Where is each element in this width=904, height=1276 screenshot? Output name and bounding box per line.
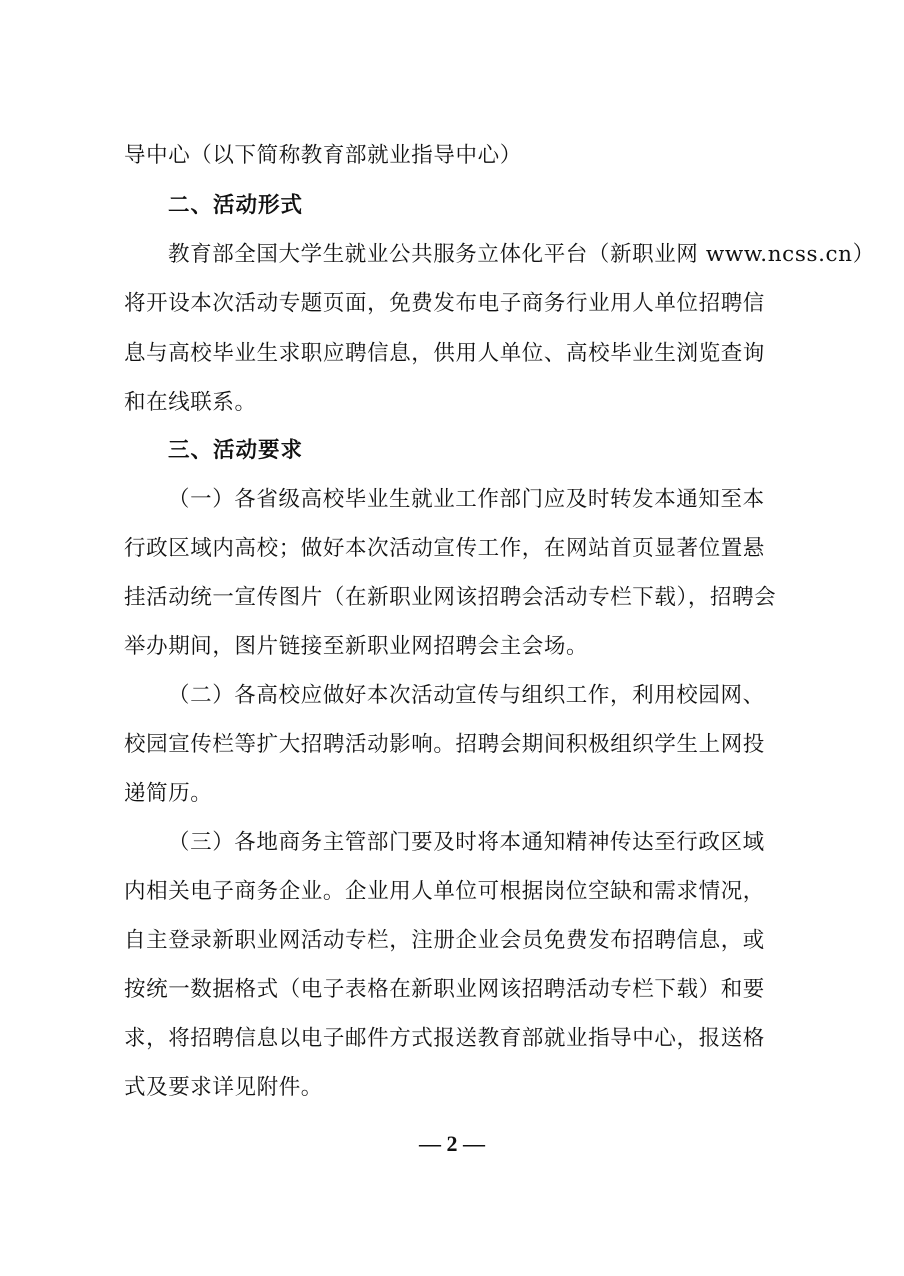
text-line: （二）各高校应做好本次活动宣传与组织工作，利用校园网、 <box>168 683 765 708</box>
text-line: 内相关电子商务企业。企业用人单位可根据岗位空缺和需求情况， <box>124 879 765 904</box>
text-line: 导中心（以下简称教育部就业指导中心） <box>124 143 522 168</box>
text-line: 递简历。 <box>124 781 213 806</box>
text-line: 按统一数据格式（电子表格在新职业网该招聘活动专栏下载）和要 <box>124 977 765 1002</box>
text-line: 挂活动统一宣传图片（在新职业网该招聘会活动专栏下载），招聘会 <box>124 585 777 610</box>
text-line: 行政区域内高校；做好本次活动宣传工作，在网站首页显著位置悬 <box>124 536 765 561</box>
section-heading-activity-requirements: 三、活动要求 <box>168 438 304 463</box>
text-line: 将开设本次活动专题页面，免费发布电子商务行业用人单位招聘信 <box>124 291 765 316</box>
text-line: 和在线联系。 <box>124 390 257 415</box>
text-line: 举办期间，图片链接至新职业网招聘会主会场。 <box>124 634 589 659</box>
text-line: （三）各地商务主管部门要及时将本通知精神传达至行政区域 <box>168 830 765 855</box>
text-line: 息与高校毕业生求职应聘信息，供用人单位、高校毕业生浏览查询 <box>124 341 765 366</box>
text-line: 求，将招聘信息以电子邮件方式报送教育部就业指导中心，报送格 <box>124 1026 765 1051</box>
text-line: 校园宣传栏等扩大招聘活动影响。招聘会期间积极组织学生上网投 <box>124 732 765 757</box>
text-line: 教育部全国大学生就业公共服务立体化平台（新职业网 www.ncss.cn） <box>168 242 875 267</box>
section-heading-activity-format: 二、活动形式 <box>168 193 304 218</box>
text-line: （一）各省级高校毕业生就业工作部门应及时转发本通知至本 <box>168 487 765 512</box>
text-line: 自主登录新职业网活动专栏，注册企业会员免费发布招聘信息，或 <box>124 928 765 953</box>
page-number: — 2 — <box>419 1131 485 1156</box>
text-line: 式及要求详见附件。 <box>124 1075 323 1100</box>
